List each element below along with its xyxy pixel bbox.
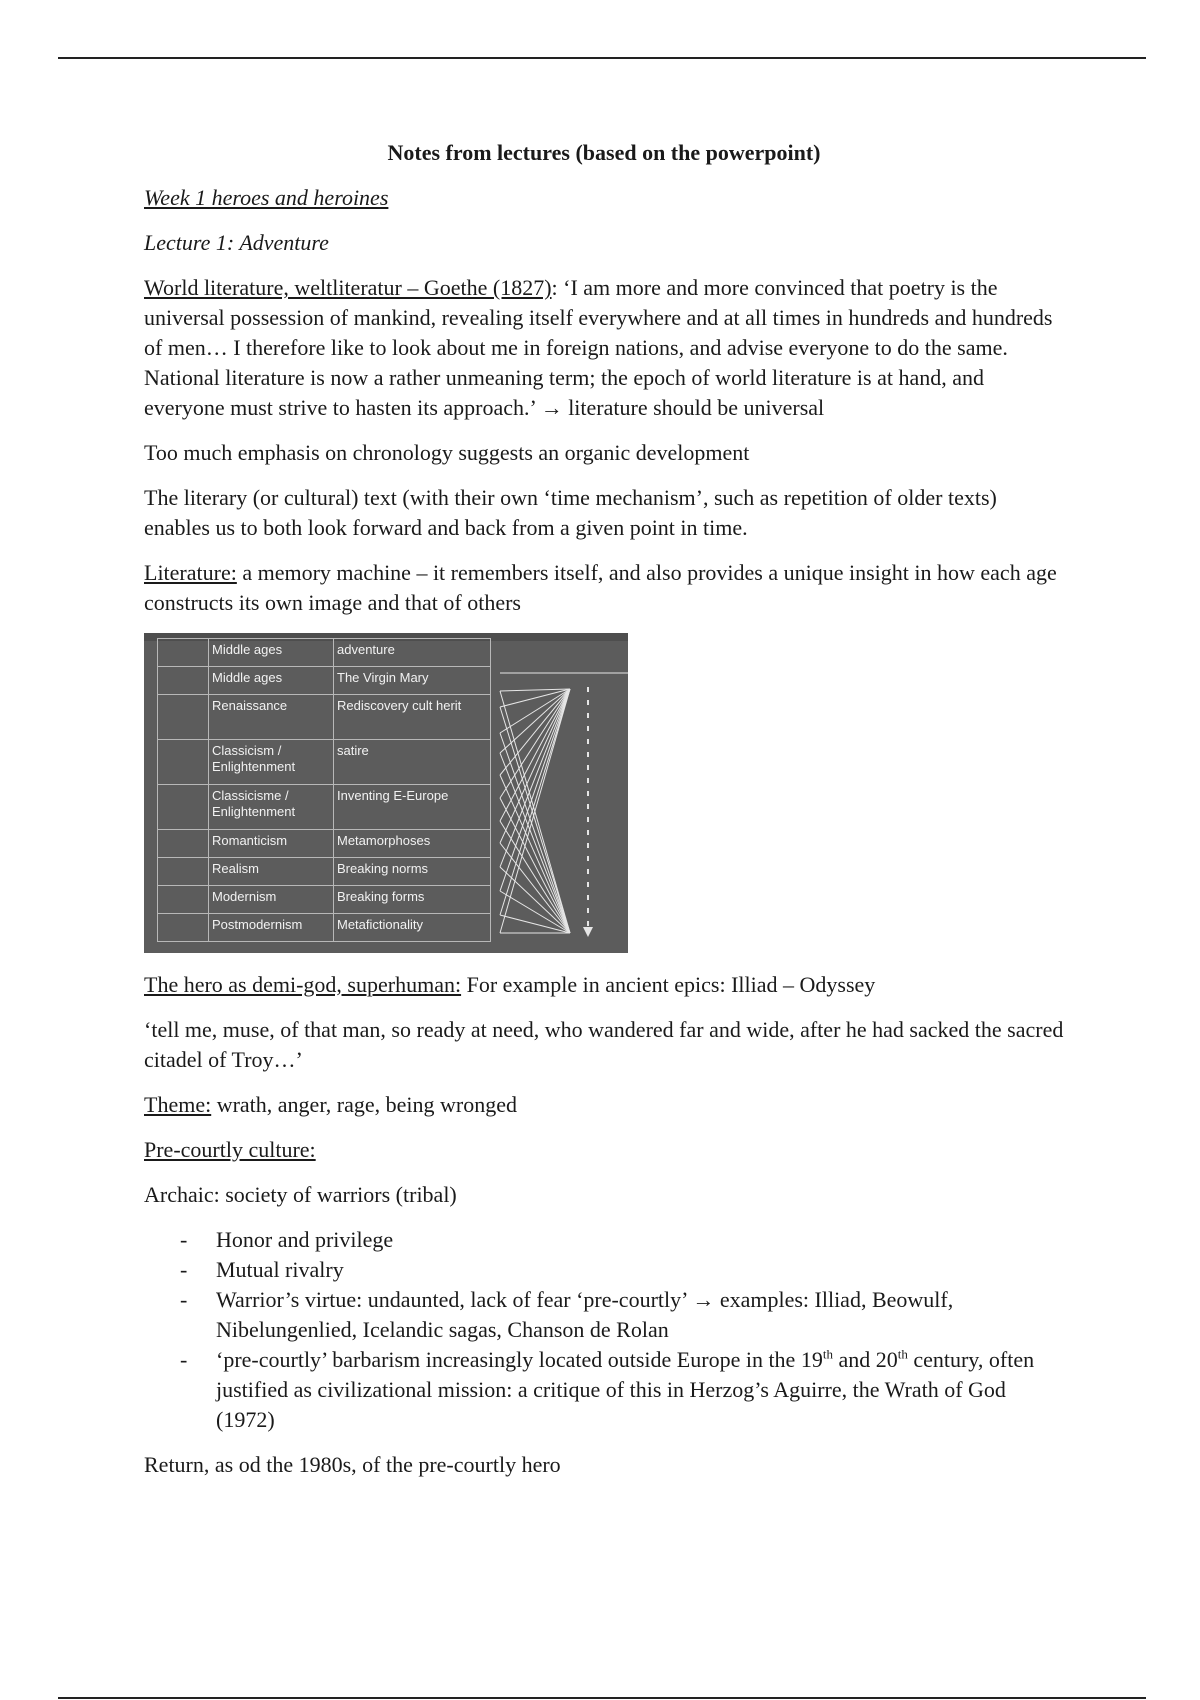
period-cell: Middle ages [209, 667, 334, 695]
period-cell: Postmodernism [209, 914, 334, 942]
period-cell: Classicism / Enlightenment [209, 740, 334, 785]
theme-cell: Metafictionality [334, 914, 491, 942]
page-title: Notes from lectures (based on the powerpoint) [387, 140, 821, 165]
top-rule [58, 57, 1146, 59]
period-cell: Modernism [209, 886, 334, 914]
paragraph-world-literature [144, 273, 1064, 423]
week-heading: Week 1 heroes and heroines [144, 185, 389, 210]
theme-cell: Inventing E-Europe [334, 785, 491, 830]
paragraph-hero [144, 970, 1064, 1000]
superscript: th [822, 1346, 833, 1362]
bullet-text: and 20 [832, 1347, 898, 1372]
bullet-text: ‘pre-courtly’ barbarism increasingly located outside Europe in the 19 [216, 1347, 823, 1372]
literature-label: Literature: [144, 560, 237, 585]
hero-text: For example in ancient epics: Illiad – Odyssey [461, 972, 876, 997]
paragraph-archaic: Archaic: society of warriors (tribal) [144, 1182, 457, 1207]
slide-image-periods-table [144, 633, 628, 953]
list-item: - Mutual rivalry [216, 1255, 1064, 1285]
theme-cell: Rediscovery cult herit [334, 695, 491, 740]
period-cell: Realism [209, 858, 334, 886]
world-literature-text: : ‘I am more and more convinced that poetry is the universal possession of mankind, revealing itself everywhere and at all times in hundreds and hundreds of men… I therefore like to look about me in foreign nations, and advise everyone to do the same. National literature is now a rather unmeaning term; the epoch of world literature is at hand, and everyone must strive to hasten its approach.’ → literature should be universal [144, 275, 1053, 420]
bullet-text: century, often justified as civilizational mission: a critique of this in Herzog’s Aguirre, the Wrath of God (1972) [216, 1347, 1035, 1432]
paragraph-chronology: Too much emphasis on chronology suggests an organic development [144, 440, 750, 465]
list-item: - Honor and privilege [216, 1225, 1064, 1255]
theme-cell: Breaking forms [334, 886, 491, 914]
connection-lines-graphic [144, 633, 628, 953]
list-item [216, 1345, 1064, 1435]
theme-text: wrath, anger, rage, being wronged [211, 1092, 517, 1117]
bottom-rule [58, 1697, 1146, 1699]
memory-machine-text: a memory machine – it remembers itself, and also provides a unique insight in how each age constructs its own image and that of others [144, 560, 1057, 615]
period-cell: Classicisme / Enlightenment [209, 785, 334, 830]
theme-label: Theme: [144, 1092, 212, 1117]
period-cell: Middle ages [209, 639, 334, 667]
theme-cell: adventure [334, 639, 491, 667]
list-item: - Warrior’s virtue: undaunted, lack of fear ‘pre-courtly’ → examples: Illiad, Beowulf, Nibelungenlied, Icelandic sagas, Chanson de Rolan [216, 1285, 1064, 1345]
theme-cell: The Virgin Mary [334, 667, 491, 695]
theme-cell: Breaking norms [334, 858, 491, 886]
lecture-heading: Lecture 1: Adventure [144, 230, 329, 255]
paragraph-theme [144, 1090, 1064, 1120]
paragraph-memory-machine [144, 558, 1064, 618]
period-cell: Renaissance [209, 695, 334, 740]
paragraph-literary-text: The literary (or cultural) text (with their own ‘time mechanism’, such as repetition of older texts) enables us to both look forward and back from a given point in time. [144, 485, 997, 540]
document-body [144, 138, 1064, 1495]
paragraph-quote: ‘tell me, muse, of that man, so ready at need, who wandered far and wide, after he had sacked the sacred citadel of Troy…’ [144, 1017, 1064, 1072]
theme-cell: satire [334, 740, 491, 785]
hero-label: The hero as demi-god, superhuman: [144, 972, 462, 997]
world-literature-label: World literature, weltliteratur – Goethe (1827) [144, 275, 552, 300]
period-cell: Romanticism [209, 830, 334, 858]
precourtly-heading: Pre-courtly culture: [144, 1137, 316, 1162]
paragraph-return: Return, as od the 1980s, of the pre-courtly hero [144, 1452, 561, 1477]
theme-cell: Metamorphoses [334, 830, 491, 858]
precourtly-bullet-list [144, 1225, 1064, 1435]
superscript: th [897, 1346, 908, 1362]
